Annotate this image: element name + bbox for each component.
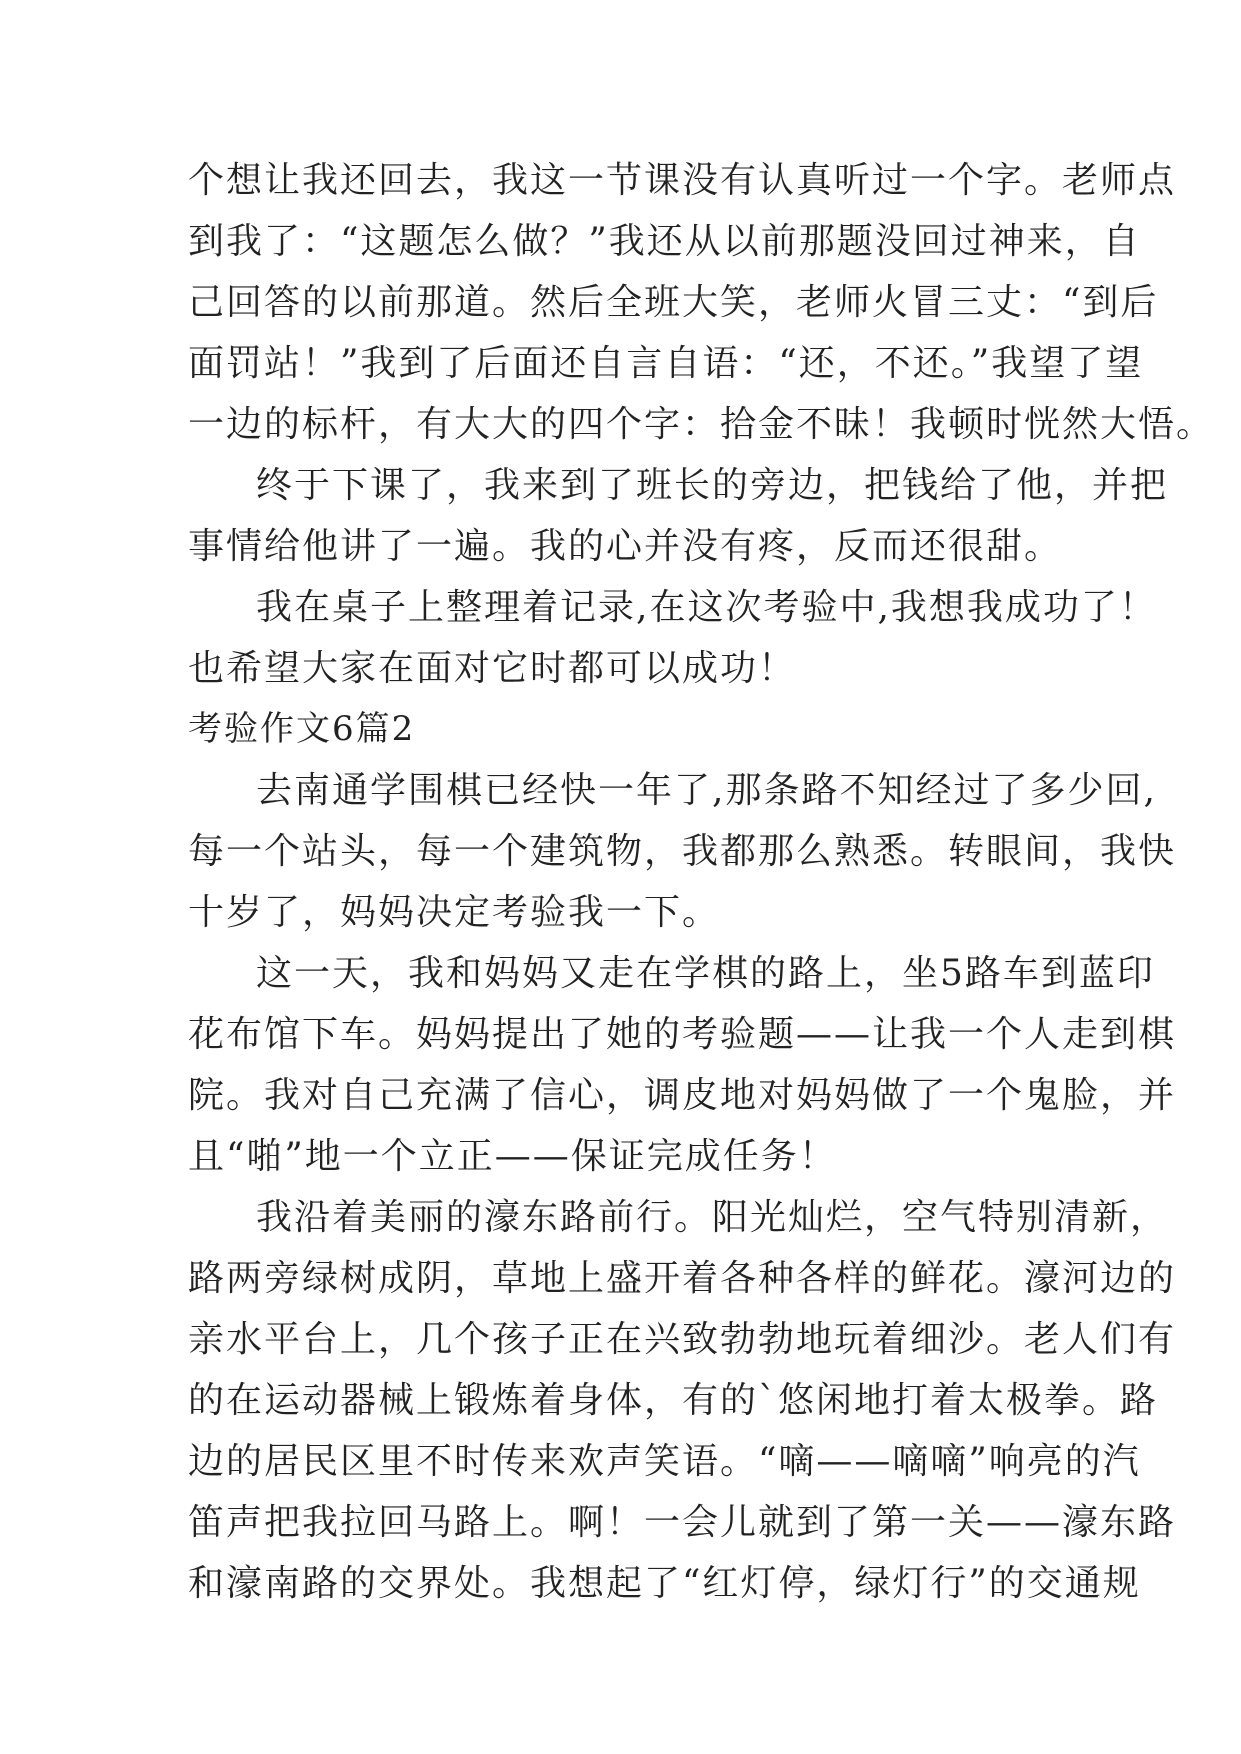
text-line: 笛声把我拉回马路上。啊！一会儿就到了第一关——濠东路 xyxy=(188,1502,1177,1543)
text-line: 且“啪”地一个立正——保证完成任务！ xyxy=(188,1136,837,1177)
text-line: 和濠南路的交界处。我想起了“红灯停，绿灯行”的交通规 xyxy=(188,1563,1141,1604)
text-line: 每一个站头，每一个建筑物，我都那么熟悉。转眼间，我快 xyxy=(188,831,1177,872)
text-line: 亲水平台上，几个孩子正在兴致勃勃地玩着细沙。老人们有 xyxy=(188,1319,1177,1360)
text-line: 我沿着美丽的濠东路前行。阳光灿烂，空气特别清新， xyxy=(256,1197,1169,1238)
text-line: 事情给他讲了一遍。我的心并没有疼，反而还很甜。 xyxy=(188,526,1063,567)
text-line: 己回答的以前那道。然后全班大笑，老师火冒三丈：“到后 xyxy=(188,282,1159,323)
text-line: 到我了：“这题怎么做？”我还从以前那题没回过神来，自 xyxy=(188,221,1141,262)
document-body xyxy=(188,150,1215,1614)
text-line: 一边的标杆，有大大的四个字：拾金不昧！我顿时恍然大悟。 xyxy=(188,404,1215,445)
text-line: 也希望大家在面对它时都可以成功！ xyxy=(188,648,797,689)
text-line: 个想让我还回去，我这一节课没有认真听过一个字。老师点 xyxy=(188,160,1177,201)
text-line: 面罚站！”我到了后面还自言自语：“还，不还。”我望了望 xyxy=(188,343,1144,384)
text-line: 去南通学围棋已经快一年了,那条路不知经过了多少回, xyxy=(256,770,1157,811)
text-line: 院。我对自己充满了信心，调皮地对妈妈做了一个鬼脸，并 xyxy=(188,1075,1177,1116)
text-line: 花布馆下车。妈妈提出了她的考验题——让我一个人走到棋 xyxy=(188,1014,1177,1055)
text-line: 我在桌子上整理着记录,在这次考验中,我想我成功了！ xyxy=(256,587,1157,628)
text-line: 这一天，我和妈妈又走在学棋的路上，坐5路车到蓝印 xyxy=(256,953,1155,994)
text-line: 十岁了，妈妈决定考验我一下。 xyxy=(188,892,721,933)
text-line: 的在运动器械上锻炼着身体，有的`悠闲地打着太极拳。路 xyxy=(188,1380,1159,1421)
text-line: 终于下课了，我来到了班长的旁边，把钱给了他，并把 xyxy=(256,465,1169,506)
text-line: 边的居民区里不时传来欢声笑语。“嘀——嘀嘀”响亮的汽 xyxy=(188,1441,1141,1482)
text-line: 路两旁绿树成阴，草地上盛开着各种各样的鲜花。濠河边的 xyxy=(188,1258,1177,1299)
section-heading: 考验作文6篇2 xyxy=(188,709,416,749)
